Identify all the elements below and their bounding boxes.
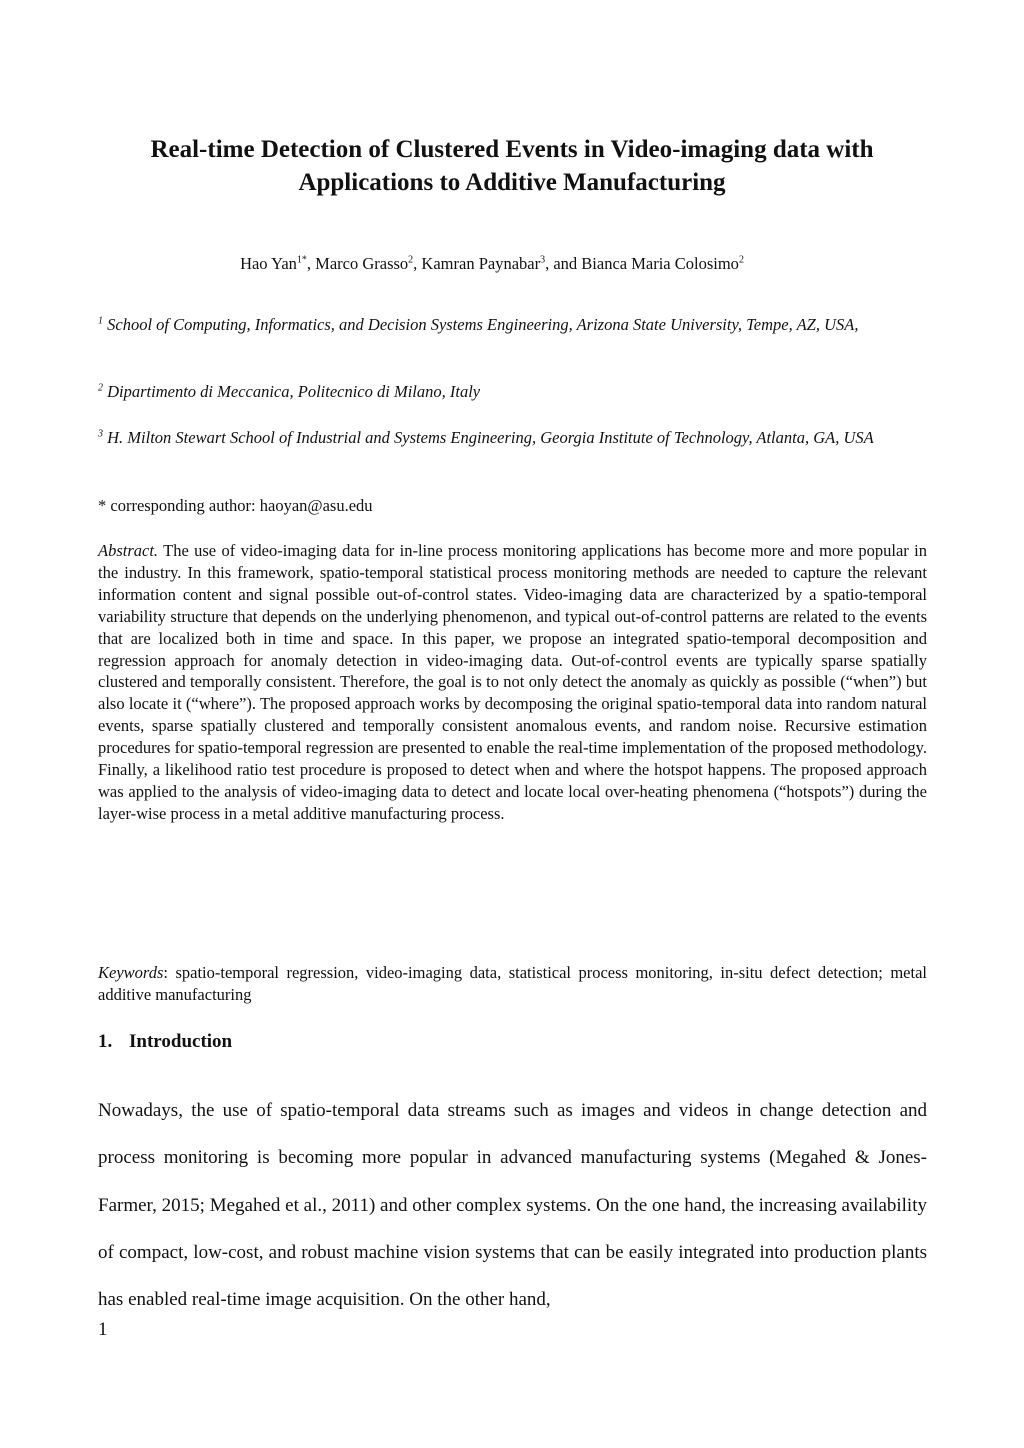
section-title: Introduction (129, 1031, 233, 1052)
keywords-text: : spatio-temporal regression, video-imaging data, statistical process monitoring, in-situ defect detection; metal additive manufacturing (98, 963, 927, 1004)
page-number: 1 (98, 1319, 108, 1340)
keywords (98, 962, 927, 1006)
author-separator: , and (545, 254, 582, 273)
author-superscript: 3 (540, 254, 546, 266)
section-heading-introduction (98, 1030, 232, 1054)
abstract-text: The use of video-imaging data for in-line process monitoring applications has become more and more popular in the industry. In this framework, spatio-temporal statistical process monitoring methods are needed to capture the relevant information content and signal possible out-of-control states. Video-imaging data are characterized by a spatio-temporal variability structure that depends on the underlying phenomenon, and typical out-of-control patterns are related to the events that are localized both in time and space. In this paper, we propose an integrated spatio-temporal decomposition and regression approach for anomaly detection in video-imaging data. Out-of-control events are typically sparse spatially clustered and temporally consistent. Therefore, the goal is to not only detect the anomaly as quickly as possible (“when”) but also locate it (“where”). The proposed approach works by decomposing the original spatio-temporal data into random natural events, sparse spatially clustered and temporally consistent anomalous events, and random noise. Recursive estimation procedures for spatio-temporal regression are presented to enable the real-time implementation of the proposed methodology. Finally, a likelihood ratio test procedure is proposed to detect when and where the hotspot happens. The proposed approach was applied to the analysis of video-imaging data to detect and locate local over-heating phenomena (“hotspots”) during the layer-wise process in a metal additive manufacturing process. (98, 541, 927, 823)
affiliation-number: 1 (98, 315, 103, 327)
author-name: Kamran Paynabar (421, 254, 541, 273)
section-number: 1. (98, 1031, 113, 1052)
corresponding-author: * corresponding author: haoyan@asu.edu (98, 496, 373, 515)
abstract-label: Abstract. (98, 541, 159, 560)
author-superscript: 1* (296, 254, 307, 266)
paper-title-line-2: Applications to Additive Manufacturing (298, 169, 726, 196)
author-name: Bianca Maria Colosimo (581, 254, 739, 273)
author-separator: , (306, 254, 316, 273)
affiliation-number: 3 (98, 428, 103, 440)
keywords-label: Keywords (98, 963, 164, 982)
affiliation-text: Dipartimento di Meccanica, Politecnico di Milano, Italy (107, 382, 481, 401)
abstract (98, 540, 927, 825)
affiliation-3 (98, 427, 928, 449)
author-list (0, 253, 984, 275)
paper-title-line-1: Real-time Detection of Clustered Events in Video-imaging data with (150, 136, 874, 163)
affiliation-text: H. Milton Stewart School of Industrial and Systems Engineering, Georgia Institute of Technology, Atlanta, GA, USA (107, 428, 874, 447)
affiliation-number: 2 (98, 382, 103, 394)
affiliation-1 (98, 314, 928, 336)
introduction-paragraph: Nowadays, the use of spatio-temporal data streams such as images and videos in change detection and process monitoring is becoming more popular in advanced manufacturing systems (Megahed & Jones-Farmer, 2015; Megahed et al., 2011) and other complex systems. On the one hand, the increasing availability of compact, low-cost, and robust machine vision systems that can be easily integrated into production plants has enabled real-time image acquisition. On the other hand, (98, 1100, 927, 1311)
affiliation-2 (98, 381, 928, 403)
author-name: Hao Yan (240, 254, 297, 273)
author-name: Marco Grasso (315, 254, 409, 273)
author-superscript: 2 (408, 254, 414, 266)
author-superscript: 2 (738, 254, 744, 266)
author-separator: , (413, 254, 422, 273)
affiliation-text: School of Computing, Informatics, and Decision Systems Engineering, Arizona State University, Tempe, AZ, USA, (107, 315, 859, 334)
paper-title (60, 133, 964, 199)
